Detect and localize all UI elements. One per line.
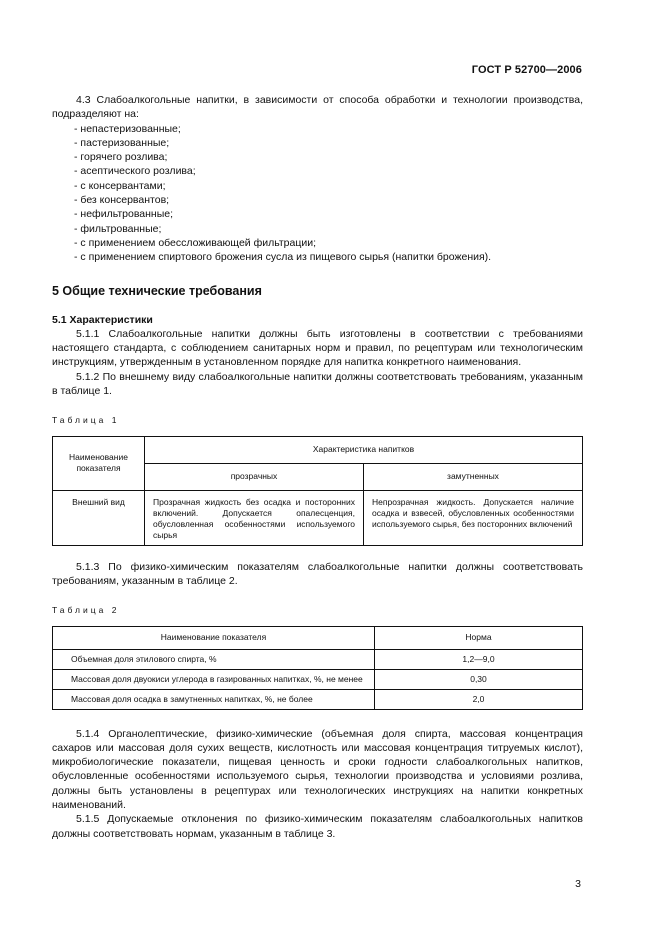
table-row: [53, 490, 583, 545]
subsection-5-1-heading: 5.1 Характеристики: [52, 313, 153, 326]
list-item: - фильтрованные;: [74, 222, 583, 236]
paragraph-5-1-3: 5.1.3 По физико-химическим показателям слабоалкогольные напитки должны соответствовать требованиям, указанным в таблице 2.: [52, 560, 583, 587]
list-item: - пастеризованные;: [74, 136, 583, 150]
table-row: [53, 649, 583, 669]
section-5-heading: 5 Общие технические требования: [52, 283, 262, 298]
table-2: [52, 626, 583, 710]
table-2-row-name: Массовая доля двуокиси углерода в газированных напитках, %, не менее: [53, 669, 375, 689]
section-4-3-intro: 4.3 Слабоалкогольные напитки, в зависимости от способа обработки и технологии производства, подразделяют на:: [52, 94, 583, 121]
table-2-caption: Таблица 2: [52, 605, 120, 616]
page-content: [52, 93, 583, 841]
table-row: [53, 689, 583, 709]
list-item: - нефильтрованные;: [74, 207, 583, 221]
table-1-row-name: Внешний вид: [53, 490, 145, 545]
paragraph-5-1-5: 5.1.5 Допускаемые отклонения по физико-химическим показателям слабоалкогольных напитков должны соответствовать нормам, указанным в таблице 3.: [52, 813, 583, 840]
table-row: [53, 669, 583, 689]
table-1: [52, 436, 583, 546]
paragraph-5-1-4: 5.1.4 Органолептические, физико-химические (объемная доля спирта, массовая концентрация сахаров или массовая доля сухих веществ, кислотность или массовая концентрация титруемых кислот), микробиологические показатели, пищевая ценность и сроки годности слабоалкогольных напитков, обусловленные особенностями используемого сырья, технологии производства и условиями розлива, должны быть установлены в рецептурах или технологических инструкциях на напитки конкретных наименований.: [52, 727, 583, 812]
list-item: - асептического розлива;: [74, 164, 583, 178]
table-1-header-clear: прозрачных: [145, 463, 364, 490]
table-1-row-clear: Прозрачная жидкость без осадка и посторонних включений. Допускается опалесценция, обусловленная особенностями используемого сырья: [145, 490, 364, 545]
document-code: ГОСТ Р 52700—2006: [471, 64, 582, 76]
page-number: 3: [575, 878, 581, 890]
table-1-header-turbid: замутненных: [364, 463, 583, 490]
table-2-row-value: 2,0: [375, 689, 583, 709]
list-item: - горячего розлива;: [74, 150, 583, 164]
table-1-header-group: Характеристика напитков: [145, 436, 583, 463]
table-1-row-turbid: Непрозрачная жидкость. Допускается наличие осадка и взвесей, обусловленных особенностями используемого сырья, без посторонних включений: [364, 490, 583, 545]
table-2-row-name: Массовая доля осадка в замутненных напитках, %, не более: [53, 689, 375, 709]
list-item: - с применением спиртового брожения сусла из пищевого сырья (напитки брожения).: [74, 250, 583, 264]
list-item: - непастеризованные;: [74, 122, 583, 136]
table-2-header-name: Наименование показателя: [53, 626, 375, 649]
list-item: - без консервантов;: [74, 193, 583, 207]
list-item: - с консервантами;: [74, 179, 583, 193]
table-2-row-value: 1,2—9,0: [375, 649, 583, 669]
list-item: - с применением обессложивающей фильтрации;: [74, 236, 583, 250]
table-2-row-name: Объемная доля этилового спирта, %: [53, 649, 375, 669]
table-2-header-norm: Норма: [375, 626, 583, 649]
table-2-row-value: 0,30: [375, 669, 583, 689]
table-1-header-name: Наименование показателя: [53, 436, 145, 490]
paragraph-5-1-1: 5.1.1 Слабоалкогольные напитки должны быть изготовлены в соответствии с требованиями настоящего стандарта, с соблюдением санитарных норм и правил, по рецептурам или технологическим инструкциям, утвержденным в установленном порядке для напитка конкретного наименования.: [52, 327, 583, 369]
paragraph-5-1-2: 5.1.2 По внешнему виду слабоалкогольные напитки должны соответствовать требованиям, указанным в таблице 1.: [52, 370, 583, 398]
table-1-caption: Таблица 1: [52, 415, 120, 426]
drink-types-list: [52, 122, 583, 265]
